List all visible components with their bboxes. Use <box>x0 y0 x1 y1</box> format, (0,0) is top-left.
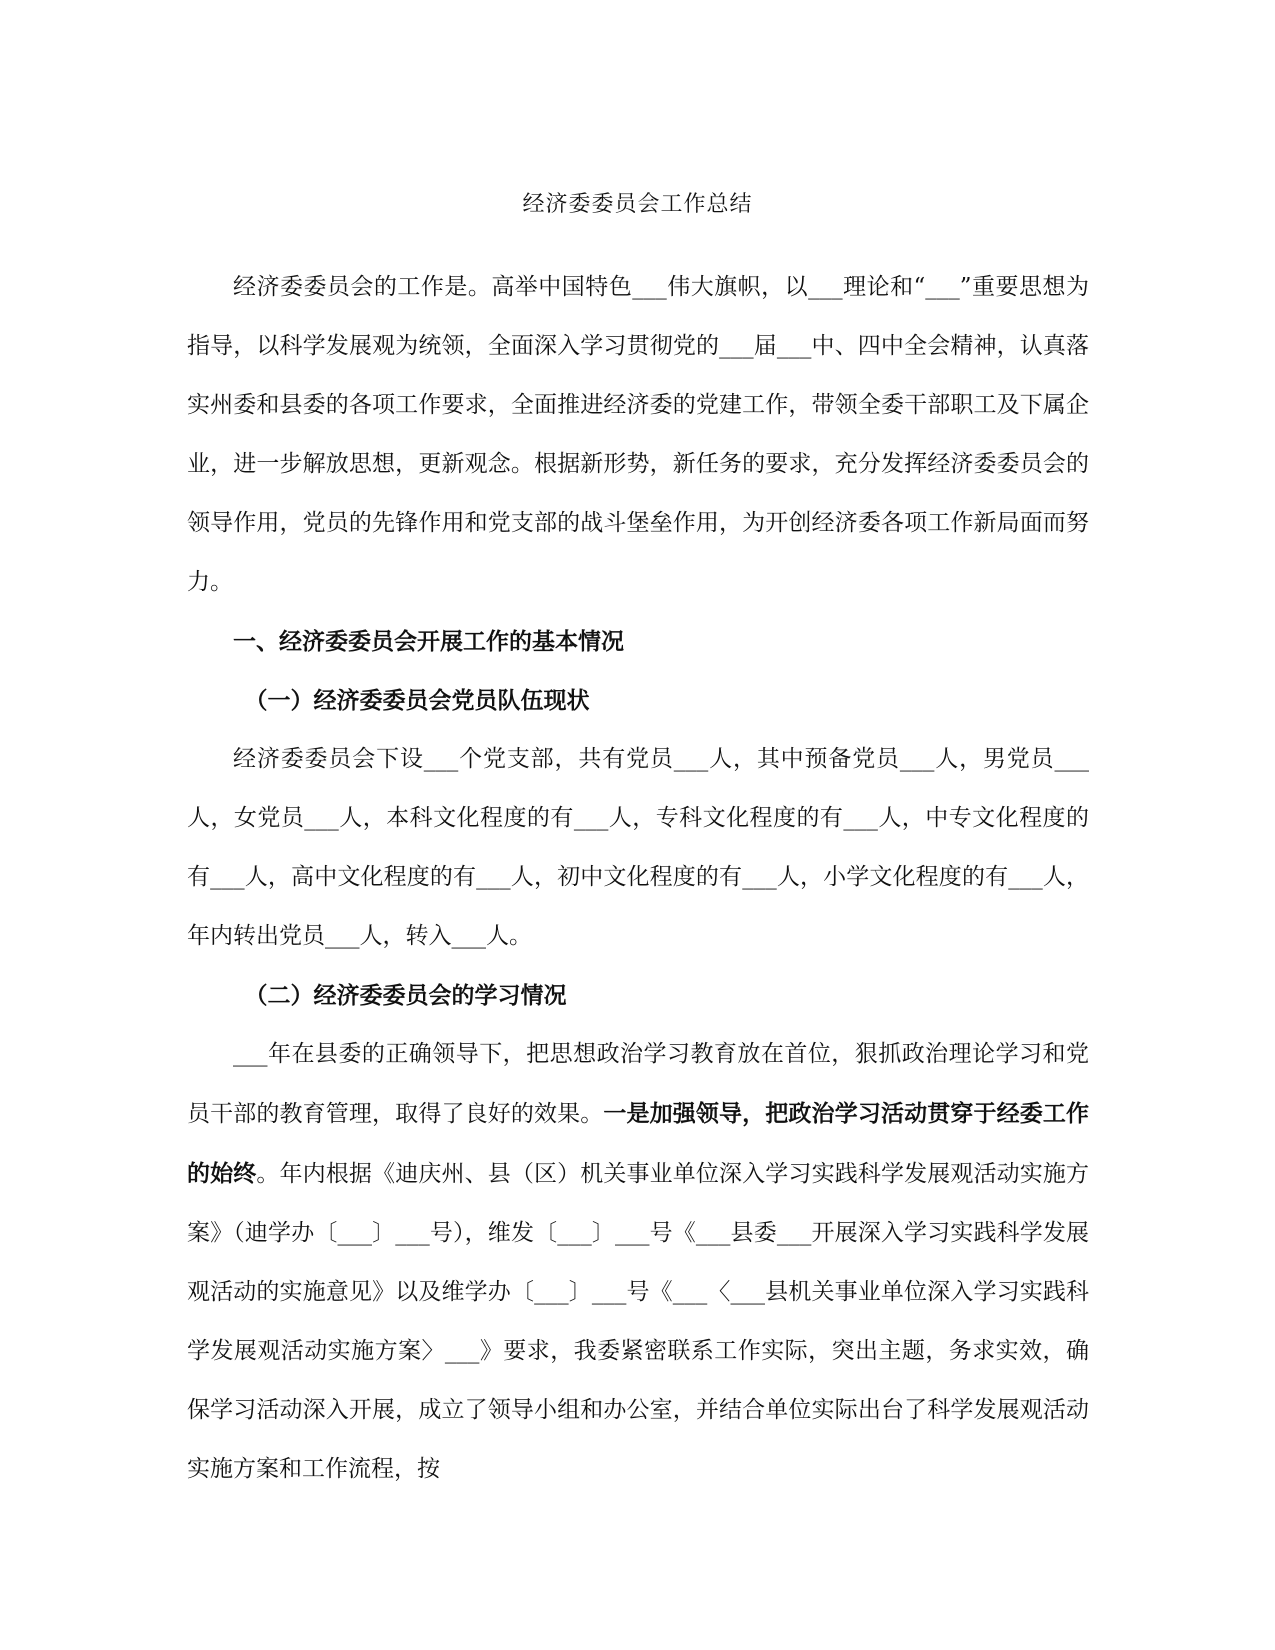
membership-paragraph: 经济委委员会下设___个党支部，共有党员___人，其中预备党员___人，男党员___人，女党员___人，本科文化程度的有___人，专科文化程度的有___人，中专文化程度的有___人，高中文化程度的有___人，初中文化程度的有___人，小学文化程度的有___人，年内转出党员___人，转入___人。 <box>187 746 1089 949</box>
intro-paragraph: 经济委委员会的工作是。高举中国特色___伟大旗帜，以___理论和“___”重要思想为指导，以科学发展观为统领，全面深入学习贯彻党的___届___中、四中全会精神，认真落实州委和县委的各项工作要求，全面推进经济委的党建工作，带领全委干部职工及下属企业，进一步解放思想，更新观念。根据新形势，新任务的要求，充分发挥经济委委员会的领导作用，党员的先锋作用和党支部的战斗堡垒作用，为开创经济委各项工作新局面而努力。 <box>187 274 1089 595</box>
document-title: 经济委委员会工作总结 <box>522 192 753 217</box>
study-text-b: 。年内根据《迪庆州、县（区）机关事业单位深入学习实践科学发展观活动实施方案》（迪学办〔___〕___号），维发〔___〕___号《___县委___开展深入学习实践科学发展观活动的实施意见》以及维学办〔___〕___号《___〈___县机关事业单位深入学习实践科学发展观活动实施方案〉___》要求，我委紧密联系工作实际，突出主题，务求实效，确保学习活动深入开展，成立了领导小组和办公室，并结合单位实际出台了科学发展观活动实施方案和工作流程，按 <box>187 1161 1090 1482</box>
study-paragraph <box>187 1025 1089 1499</box>
subsection-heading-2: （二）经济委委员会的学习情况 <box>244 982 567 1009</box>
study-text-a: ___年在县委的正确领导下，把思想政治学习教育放在首位，狠抓政治理论学习和党员干部的教育管理，取得了良好的效果。 <box>187 1041 1089 1127</box>
section-heading-1: 一、经济委委员会开展工作的基本情况 <box>233 628 624 655</box>
study-bold-point: 一是加强领导，把政治学习活动贯穿于经委工作的始终 <box>187 1100 1090 1187</box>
subsection-heading-1: （一）经济委委员会党员队伍现状 <box>244 687 590 714</box>
document-body <box>187 258 1089 1499</box>
